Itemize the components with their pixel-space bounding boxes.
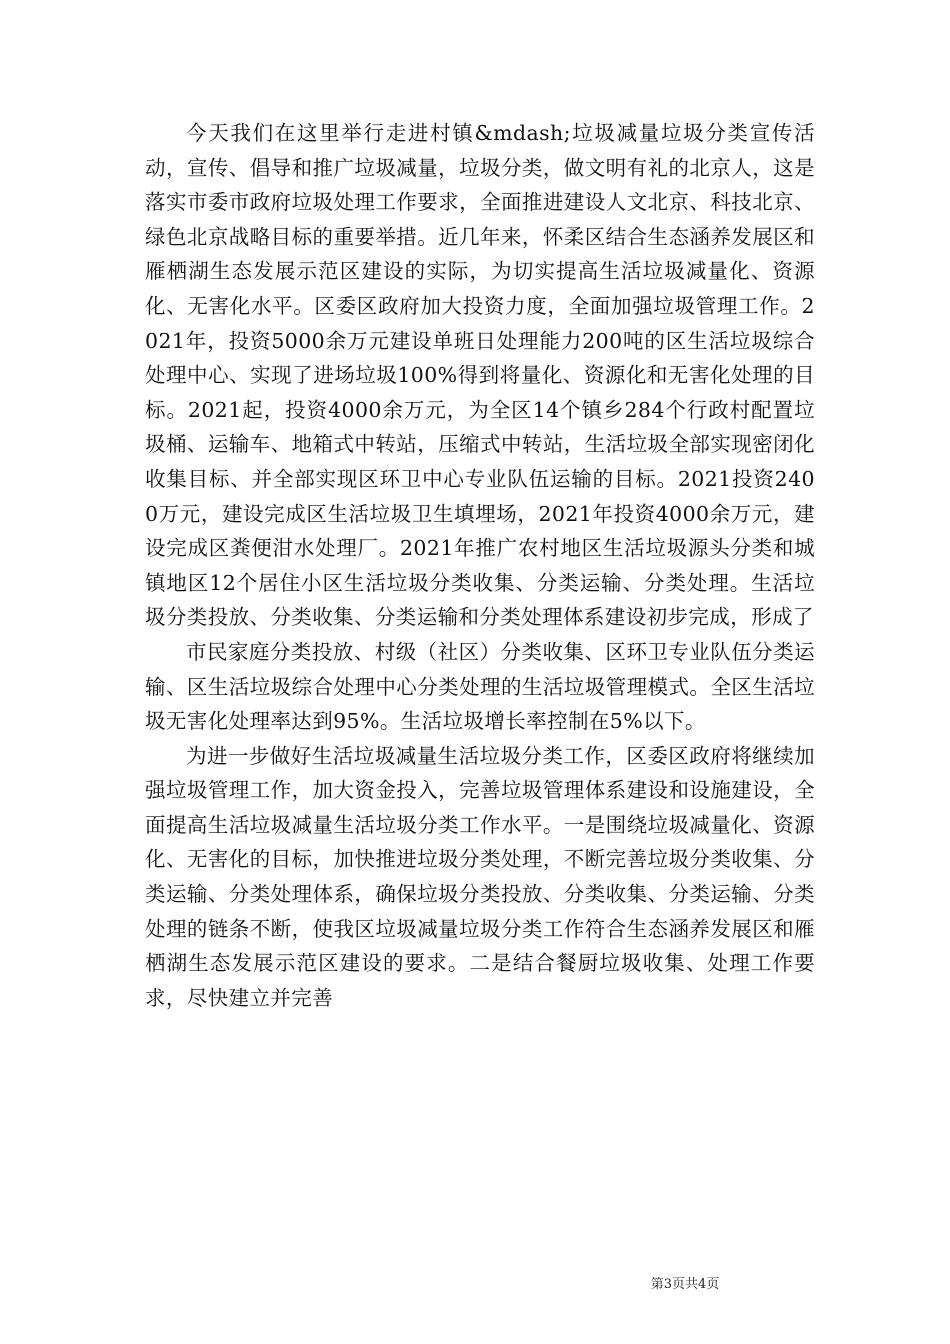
paragraph-2: 市民家庭分类投放、村级（社区）分类收集、区环卫专业队伍分类运输、区生活垃圾综合处理中心分类处理的生活垃圾管理模式。全区生活垃圾无害化处理率达到95%。生活垃圾增长率控制在5%以下。 [145,639,815,734]
page-number: 第3页共4页 [650,1277,720,1292]
page-footer [0,1276,950,1294]
paragraph-3: 为进一步做好生活垃圾减量生活垃圾分类工作，区委区政府将继续加强垃圾管理工作，加大资金投入，完善垃圾管理体系建设和设施建设，全面提高生活垃圾减量生活垃圾分类工作水平。一是围绕垃圾减量化、资源化、无害化的目标，加快推进垃圾分类处理，不断完善垃圾分类收集、分类运输、分类处理体系，确保垃圾分类投放、分类收集、分类运输、分类处理的链条不断，使我区垃圾减量垃圾分类工作符合生态涵养发展区和雁栖湖生态发展示范区建设的要求。二是结合餐厨垃圾收集、处理工作要求，尽快建立并完善 [145,743,815,1010]
document-body [145,116,815,1015]
paragraph-1: 今天我们在这里举行走进村镇&mdash;垃圾减量垃圾分类宣传活动，宣传、倡导和推广垃圾减量，垃圾分类，做文明有礼的北京人，这是落实市委市政府垃圾处理工作要求，全面推进建设人文北京、科技北京、绿色北京战略目标的重要举措。近几年来，怀柔区结合生态涵养发展区和雁栖湖生态发展示范区建设的实际，为切实提高生活垃圾减量化、资源化、无害化水平。区委区政府加大投资力度，全面加强垃圾管理工作。2021年，投资5000余万元建设单班日处理能力200吨的区生活垃圾综合处理中心、实现了进场垃圾100%得到将量化、资源化和无害化处理的目标。2021起，投资4000余万元，为全区14个镇乡284个行政村配置垃圾桶、运输车、地箱式中转站，压缩式中转站，生活垃圾全部实现密闭化收集目标、并全部实现区环卫中心专业队伍运输的目标。2021投资2400万元，建设完成区生活垃圾卫生填埋场，2021年投资4000余万元，建设完成区粪便泔水处理厂。2021年推广农村地区生活垃圾源头分类和城镇地区12个居住小区生活垃圾分类收集、分类运输、分类处理。生活垃圾分类投放、分类收集、分类运输和分类处理体系建设初步完成，形成了 [145,121,815,630]
